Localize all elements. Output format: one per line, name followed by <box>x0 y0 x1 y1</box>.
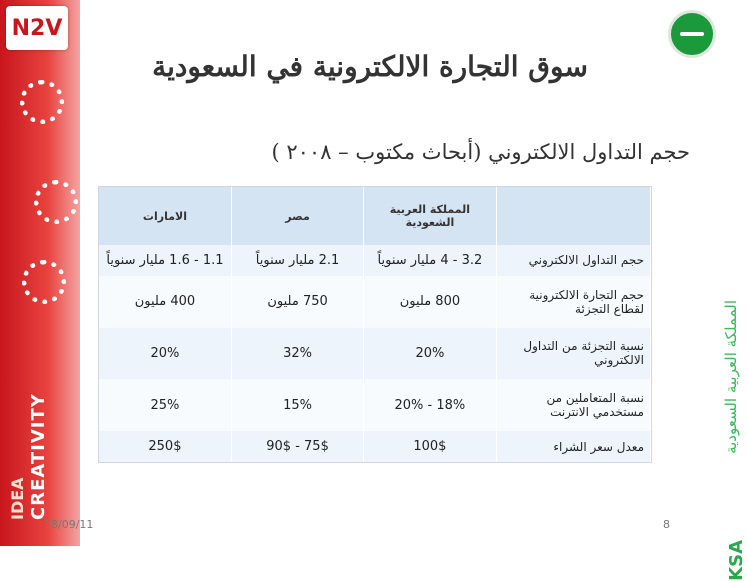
table-cell: 1.1 - 1.6 مليار سنوياً <box>99 245 231 276</box>
n2v-logo: N2V <box>6 6 68 50</box>
table-cell: 32% <box>231 328 363 380</box>
brand-creativity-text: CREATIVITY <box>28 393 49 520</box>
comparison-table <box>98 186 652 463</box>
table-header: مصر <box>231 187 363 245</box>
row-label: نسبة المتعاملين من مستخدمي الانترنت <box>496 379 650 431</box>
row-label: معدل سعر الشراء <box>496 431 650 462</box>
slide-date: 18/09/11 <box>44 518 94 531</box>
ksa-label: KSA <box>726 540 747 581</box>
table-header: الامارات <box>99 187 231 245</box>
table-row <box>99 379 651 431</box>
table-cell: 15% <box>231 379 363 431</box>
gear-icon <box>20 80 64 124</box>
gear-icon <box>22 260 66 304</box>
ksa-arabic-label: المملكة العربية السعودية <box>722 300 740 454</box>
table-cell: 25% <box>99 379 231 431</box>
row-label: حجم التجارة الالكترونية لقطاع التجزئة <box>496 276 650 328</box>
table-cell: 18% - 20% <box>364 379 496 431</box>
table-row <box>99 328 651 380</box>
brand-idea-text: IDEA <box>8 477 27 520</box>
table-row <box>99 431 651 462</box>
table-cell: 2.1 مليار سنوياً <box>231 245 363 276</box>
table-cell: 20% <box>364 328 496 380</box>
row-label: حجم التداول الالكتروني <box>496 245 650 276</box>
page-number: 8 <box>663 518 670 531</box>
table-header-row <box>99 187 651 245</box>
left-brand-strip <box>0 0 80 546</box>
table-cell: 750 مليون <box>231 276 363 328</box>
slide-subtitle: حجم التداول الالكتروني (أبحاث مكتوب – ٢٠٠٨ ) <box>271 140 690 164</box>
table-cell: 400 مليون <box>99 276 231 328</box>
table-header: المملكة العربية الشعودية <box>364 187 496 245</box>
table-cell: 800 مليون <box>364 276 496 328</box>
table-header <box>496 187 650 245</box>
saudi-flag-icon <box>668 10 716 58</box>
table-cell: 3.2 - 4 مليار سنوياً <box>364 245 496 276</box>
slide-title: سوق التجارة الالكترونية في السعودية <box>152 50 588 83</box>
table-cell: 250$ <box>99 431 231 462</box>
row-label: نسبة التجزئة من التداول الالكتروني <box>496 328 650 380</box>
table-cell: 75$ - 90$ <box>231 431 363 462</box>
table-row <box>99 245 651 276</box>
table-cell: 20% <box>99 328 231 380</box>
table-row <box>99 276 651 328</box>
table-cell: 100$ <box>364 431 496 462</box>
gear-icon <box>34 180 78 224</box>
